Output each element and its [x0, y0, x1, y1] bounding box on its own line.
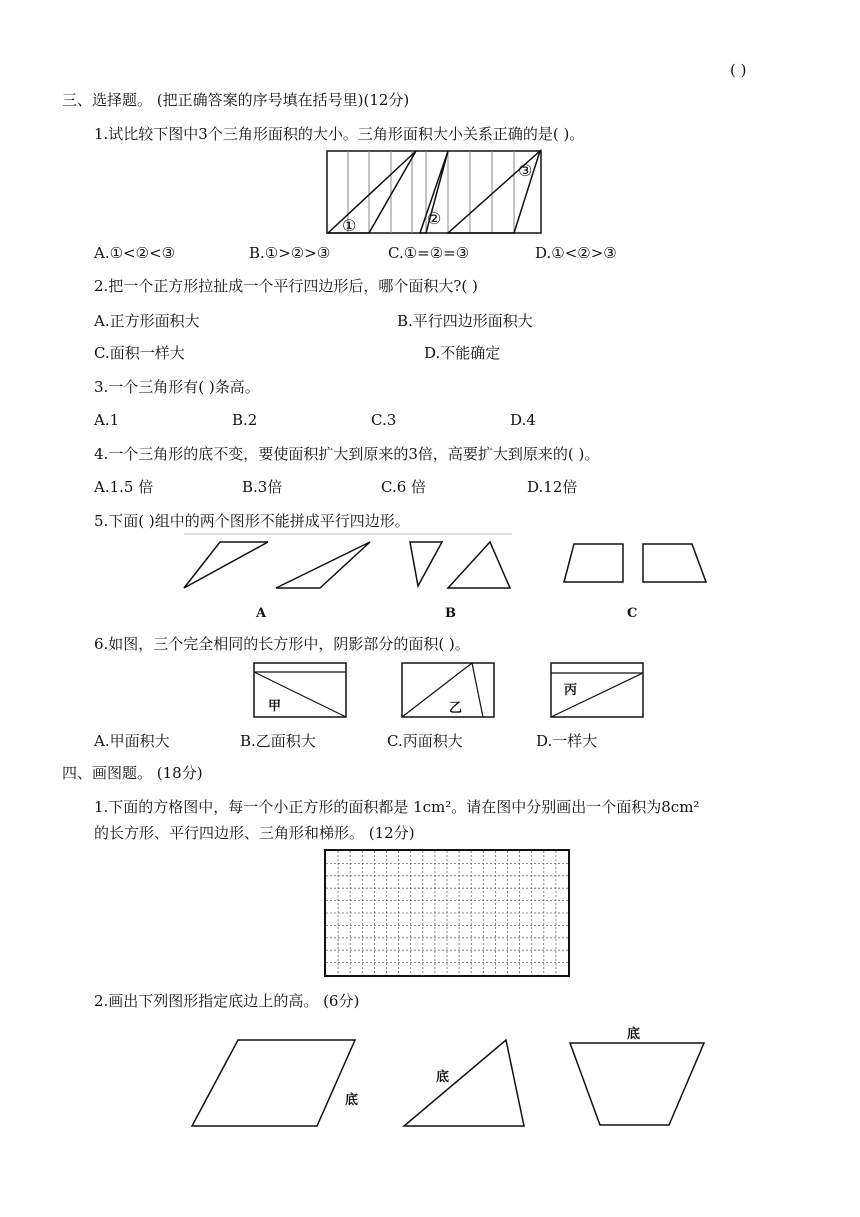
q5-group-label-b: B [445, 606, 456, 621]
q3-stem: 3.一个三角形有( )条高。 [94, 378, 260, 396]
group-b-shape-2 [448, 542, 510, 588]
q4-option-b[interactable]: B.3倍 [242, 478, 283, 496]
q2-stem: 2.把一个正方形拉扯成一个平行四边形后，哪个面积大?( ) [94, 277, 478, 295]
q1-option-d[interactable]: D.①<②>③ [535, 244, 617, 262]
q1-option-c[interactable]: C.①=②=③ [388, 244, 470, 262]
q6-option-b[interactable]: B.乙面积大 [240, 732, 316, 750]
q1-stem: 1.试比较下图中3个三角形面积的大小。三角形面积大小关系正确的是( )。 [94, 125, 585, 143]
q4-option-c[interactable]: C.6 倍 [381, 478, 427, 496]
group-c-shape-1 [564, 544, 623, 582]
drawing-grid[interactable] [324, 849, 570, 977]
triangle-1-marker: ① [342, 216, 357, 235]
trapezoid [570, 1043, 704, 1125]
triangle-3-marker: ③ [518, 161, 533, 180]
section-3-heading: 三、选择题。 (把正确答案的序号填在括号里)(12分) [62, 91, 410, 109]
trapezoid-figure [568, 1041, 708, 1127]
parallelogram-figure [190, 1038, 370, 1128]
q4-option-a[interactable]: A.1.5 倍 [94, 478, 154, 496]
q6-option-a[interactable]: A.甲面积大 [94, 732, 170, 750]
q2-option-a[interactable]: A.正方形面积大 [94, 312, 200, 330]
parallelogram-base-label: 底 [345, 1093, 359, 1108]
q3-option-d[interactable]: D.4 [510, 411, 536, 429]
q6-label-yi: 乙 [449, 701, 463, 716]
triangle-base-label: 底 [436, 1070, 450, 1085]
q6-option-d[interactable]: D.一样大 [536, 732, 598, 750]
parallelogram [192, 1040, 355, 1126]
triangle-figure [402, 1038, 532, 1130]
draw-q1-stem-line1: 1.下面的方格图中，每一个小正方形的面积都是 1cm²。请在图中分别画出一个面积为8cm² [94, 798, 700, 816]
q2-option-b[interactable]: B.平行四边形面积大 [397, 312, 533, 330]
q6-stem: 6.如图，三个完全相同的长方形中，阴影部分的面积( )。 [94, 635, 470, 653]
q5-group-label-c: C [627, 606, 638, 621]
q3-option-b[interactable]: B.2 [232, 411, 258, 429]
q4-stem: 4.一个三角形的底不变，要使面积扩大到原来的3倍，高要扩大到原来的( )。 [94, 445, 600, 463]
q2-option-d[interactable]: D.不能确定 [424, 344, 501, 362]
q2-option-c[interactable]: C.面积一样大 [94, 344, 185, 362]
triangle [404, 1040, 524, 1126]
trapezoid-base-label: 底 [627, 1027, 641, 1042]
top-answer-blank[interactable]: ( ) [730, 61, 747, 79]
q3-option-c[interactable]: C.3 [371, 411, 397, 429]
q1-option-a[interactable]: A.①<②<③ [94, 244, 176, 262]
group-b-shape-1 [410, 542, 442, 586]
q1-option-b[interactable]: B.①>②>③ [249, 244, 331, 262]
q5-shapes-figure [180, 532, 715, 592]
q4-option-d[interactable]: D.12倍 [527, 478, 578, 496]
section-4-heading: 四、画图题。 (18分) [62, 764, 203, 782]
group-a-shape-2 [276, 542, 370, 588]
group-c-shape-2 [643, 544, 706, 582]
q5-group-label-a: A [256, 606, 267, 621]
q6-rect-yi [401, 662, 495, 718]
group-a-shape-1 [184, 542, 268, 588]
q5-stem: 5.下面( )组中的两个图形不能拼成平行四边形。 [94, 512, 410, 530]
draw-q1-stem-line2: 的长方形、平行四边形、三角形和梯形。 (12分) [94, 824, 415, 842]
triangle-2-marker: ② [427, 209, 442, 228]
q6-option-c[interactable]: C.丙面积大 [387, 732, 463, 750]
q6-label-jia: 甲 [268, 699, 282, 714]
q6-label-bing: 丙 [564, 683, 578, 698]
draw-q2-stem: 2.画出下列图形指定底边上的高。 (6分) [94, 992, 360, 1010]
q3-option-a[interactable]: A.1 [94, 411, 120, 429]
